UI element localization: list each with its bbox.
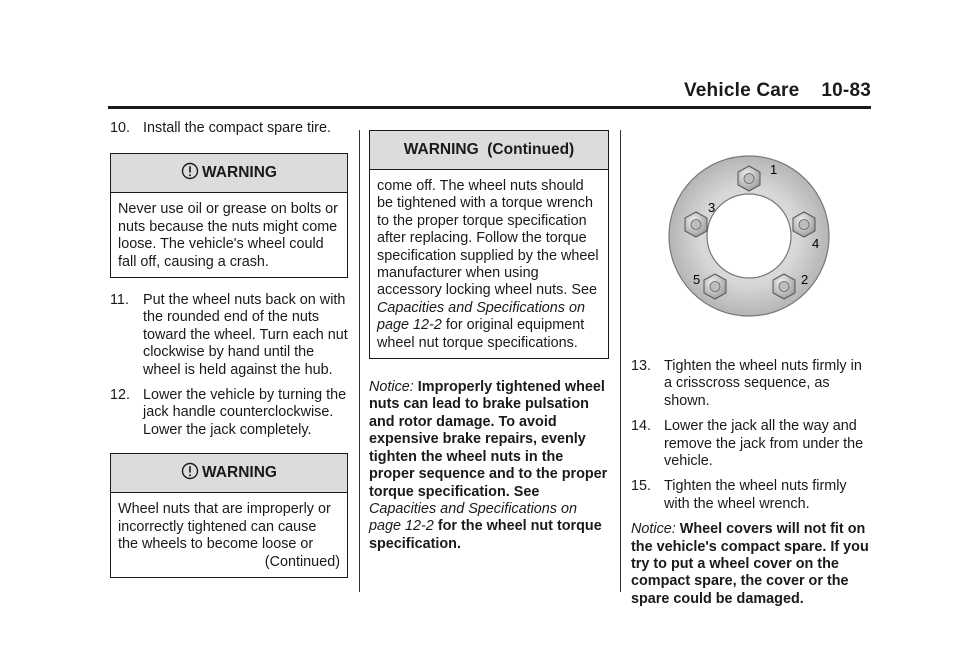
column-divider-1: [359, 130, 360, 592]
warning-box-2: [110, 453, 348, 578]
step-number: 11.: [110, 292, 129, 309]
warning-box-continued: [369, 130, 609, 359]
wheel-nut-sequence-diagram: [631, 148, 871, 348]
header-text: [684, 80, 871, 102]
lug-nut-4: [793, 212, 815, 237]
notice-text-end: for the wheel nut torque specification.: [369, 518, 602, 552]
notice-wheel-cover: [631, 521, 871, 608]
warning-text: Never use oil or grease on bolts or nuts because the nuts might come loose. The vehicle's wheel could fall off, causing a crash.: [118, 201, 338, 270]
step-text: Tighten the wheel nuts firmly in a crisscross sequence, as shown.: [664, 358, 862, 409]
cross-reference-link[interactable]: Capacities and Specifications on page 12-2: [369, 500, 577, 535]
step-11: [110, 292, 348, 379]
notice-label: Notice:: [631, 521, 676, 538]
step-number: 12.: [110, 387, 131, 404]
sequence-label-4: 4: [812, 236, 820, 251]
lug-nut-2: [773, 274, 795, 299]
lug-nut-3: [685, 212, 707, 237]
step-14: [631, 418, 871, 470]
warning-text: [111, 493, 347, 577]
step-number: 15.: [631, 478, 652, 495]
sequence-label-3: 3: [708, 200, 716, 215]
step-text: Tighten the wheel nuts firmly with the wheel wrench.: [664, 478, 847, 512]
warning-icon: [181, 462, 199, 480]
column-1: [110, 120, 348, 592]
step-text: Install the compact spare tire.: [143, 120, 331, 136]
warning-title: WARNING: [202, 464, 277, 482]
continued-label: (Continued): [264, 553, 340, 570]
page-header: [108, 80, 871, 109]
hub-center-hole: [707, 194, 791, 278]
notice-label: Notice:: [369, 379, 414, 396]
warning-text: [370, 170, 608, 358]
notice-torque: [369, 379, 609, 553]
step-13: [631, 358, 871, 410]
step-10: [110, 120, 348, 137]
warning-header: [111, 154, 347, 193]
warning-header: WARNING (Continued): [370, 131, 608, 170]
warning-box-1: [110, 153, 348, 278]
step-15: [631, 478, 871, 513]
warning-icon: [181, 162, 199, 180]
wheel-hub-illustration: [631, 148, 871, 324]
step-text: Put the wheel nuts back on with the rounded end of the nuts toward the wheel. Turn each nut clockwise by hand until the wheel is held against the hub.: [143, 292, 348, 378]
column-3: [631, 120, 871, 608]
step-number: 13.: [631, 358, 652, 374]
column-divider-2: [620, 130, 621, 592]
step-12: [110, 387, 348, 439]
warning-header: [111, 454, 347, 493]
sequence-label-5: 5: [693, 272, 701, 287]
lug-nut-5: [704, 274, 726, 299]
lug-nut-1: [738, 166, 760, 191]
warning-body: Wheel nuts that are improperly or incorrectly tightened can cause the wheels to become loose or: [118, 501, 331, 553]
warning-title: WARNING: [202, 164, 277, 182]
page-number: 10-83: [821, 80, 871, 101]
column-2: [369, 130, 609, 553]
step-text: Lower the jack all the way and remove the jack from under the vehicle.: [664, 418, 864, 470]
warning-body-end: for original equipment wheel nut torque specifications.: [377, 317, 585, 351]
notice-text: Improperly tightened wheel nuts can lead to brake pulsation and rotor damage. To avoid expensive brake repairs, evenly tighten the wheel nuts in the proper sequence and to the proper torque specification. See: [369, 379, 608, 500]
sequence-label-1: 1: [770, 162, 778, 177]
notice-text: Wheel covers will not fit on the vehicle's compact spare. If you try to put a wheel cover on the compact spare, the cover or the spare could be damaged.: [631, 521, 869, 607]
section-title: Vehicle Care: [683, 80, 800, 101]
step-number: 10.: [110, 120, 131, 136]
cross-reference-link[interactable]: Capacities and Specifications on page 12-2: [377, 299, 585, 334]
step-number: 14.: [631, 418, 652, 435]
step-text: Lower the vehicle by turning the jack handle counterclockwise. Lower the jack completely.: [143, 387, 347, 438]
sequence-label-2: 2: [801, 272, 809, 287]
warning-body: come off. The wheel nuts should be tightened with a torque wrench to the proper torque specification after replacing. Follow the torque specification supplied by the wheel manufacturer when using accessory locking wheel nuts. See: [377, 178, 599, 299]
